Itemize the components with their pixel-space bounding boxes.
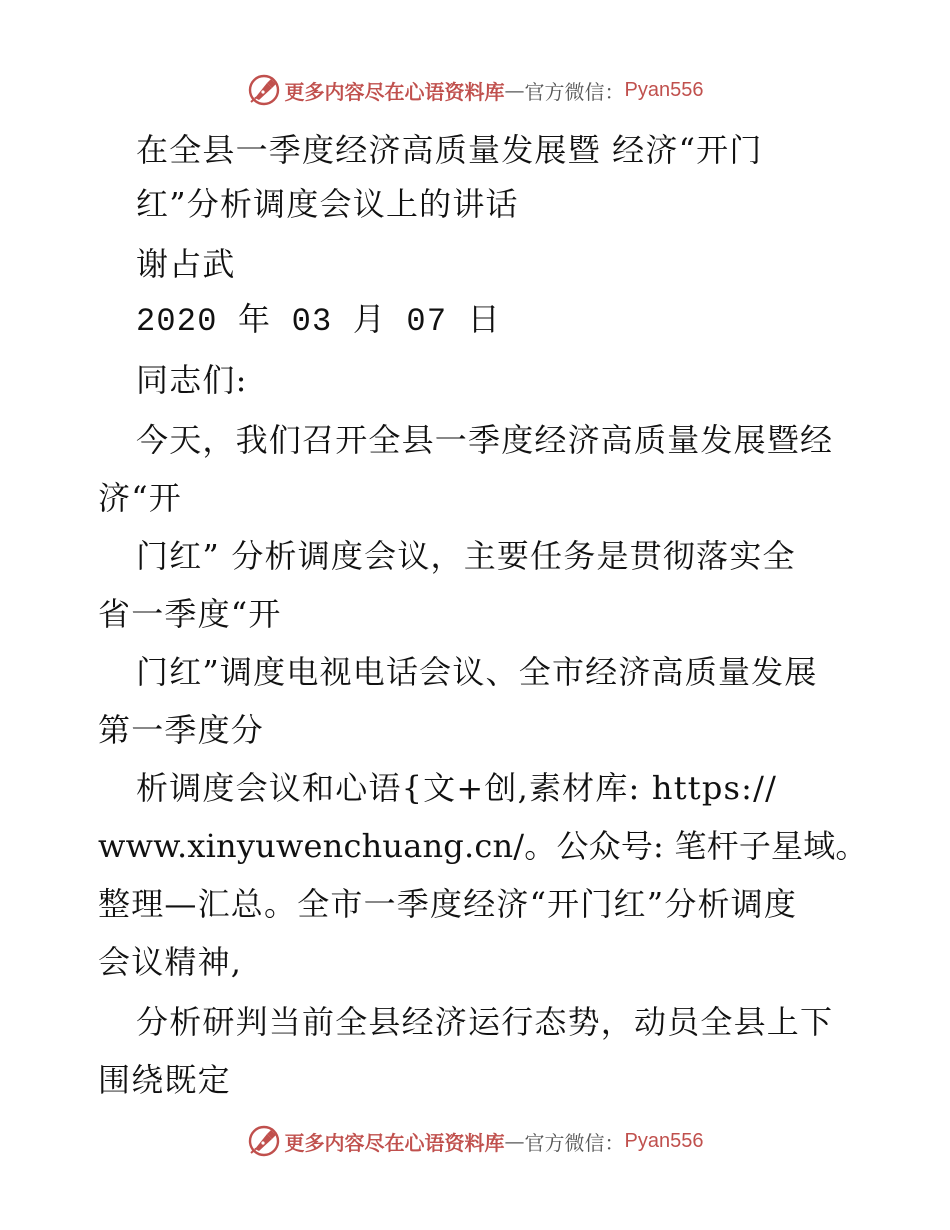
pen-nib-logo-icon bbox=[247, 1124, 281, 1158]
document-title-line-1: 在全县一季度经济高质量发展暨 经济“开门 bbox=[136, 131, 763, 169]
banner-dash: — bbox=[504, 78, 525, 102]
document-salutation: 同志们: bbox=[136, 361, 248, 399]
body-line: 分析研判当前全县经济运行态势，动员全县上下 bbox=[136, 1003, 834, 1041]
document-title-line-2: 红”分析调度会议上的讲话 bbox=[136, 185, 519, 223]
body-line: 门红” 分析调度会议，主要任务是贯彻落实全 bbox=[136, 537, 796, 575]
banner-slogan: 更多内容尽在心语资料库 bbox=[284, 79, 505, 104]
footer-banner bbox=[0, 1121, 950, 1161]
body-line: www.xinyuwenchuang.cn/。公众号: 笔杆子星域。 bbox=[98, 827, 868, 865]
footer-banner-content bbox=[247, 1124, 704, 1158]
body-line: 济“开 bbox=[98, 479, 182, 517]
document-date: 2020 年 03 月 07 日 bbox=[136, 303, 501, 340]
body-line: 今天，我们召开全县一季度经济高质量发展暨经 bbox=[136, 421, 834, 459]
banner-wechat-id: Pyan556 bbox=[624, 1129, 704, 1152]
banner-dash: — bbox=[504, 1129, 525, 1153]
body-line: 围绕既定 bbox=[98, 1061, 231, 1099]
body-line: 门红”调度电视电话会议、全市经济高质量发展 bbox=[136, 653, 818, 691]
body-line: 会议精神, bbox=[98, 943, 243, 981]
banner-slogan: 更多内容尽在心语资料库 bbox=[284, 1130, 505, 1155]
header-banner-content bbox=[247, 73, 704, 107]
banner-wechat-label: 官方微信： bbox=[524, 1130, 625, 1155]
pen-nib-logo-icon bbox=[247, 73, 281, 107]
body-line: 第一季度分 bbox=[98, 711, 265, 749]
body-line: 析调度会议和心语{文+创,素材库: https:// bbox=[136, 769, 778, 807]
document-author: 谢占武 bbox=[136, 245, 236, 283]
body-line: 省一季度“开 bbox=[98, 595, 282, 633]
banner-wechat-id: Pyan556 bbox=[624, 78, 704, 101]
body-line: 整理—汇总。全市一季度经济“开门红”分析调度 bbox=[98, 885, 798, 923]
header-banner bbox=[0, 70, 950, 110]
banner-wechat-label: 官方微信： bbox=[524, 79, 625, 104]
